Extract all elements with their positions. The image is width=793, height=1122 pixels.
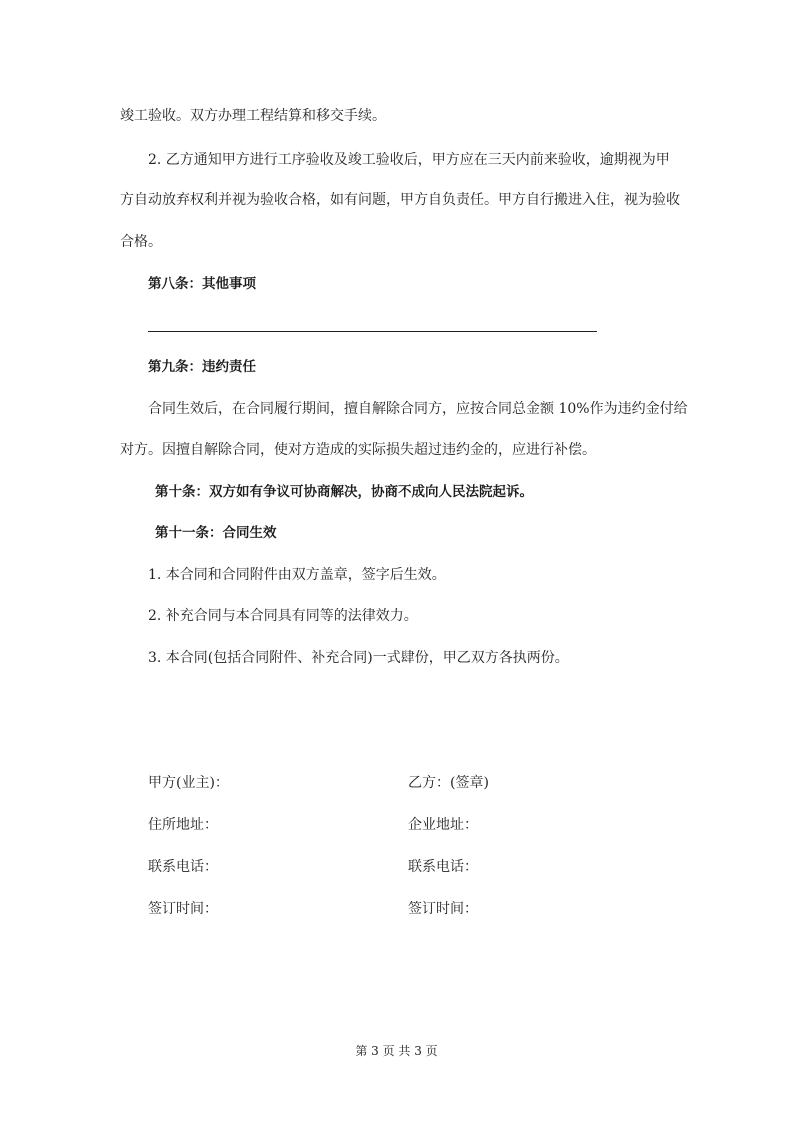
article10-heading: 第十条：双方如有争议可协商解决，协商不成向人民法院起诉。 (155, 484, 533, 500)
party-b-sign-date: 签订时间： (408, 901, 478, 917)
article9-line2: 对方。因擅自解除合同，使对方造成的实际损失超过违约金的，应进行补偿。 (120, 442, 596, 458)
party-b-address: 企业地址： (408, 817, 478, 833)
page-number-footer: 第 3 页 共 3 页 (355, 1044, 438, 1058)
party-a-address: 住所地址： (148, 817, 218, 833)
party-b-phone: 联系电话： (408, 859, 478, 875)
paragraph-item2-line1: 2. 乙方通知甲方进行工序验收及竣工验收后，甲方应在三天内前来验收，逾期视为甲 (148, 152, 670, 168)
article9-heading: 第九条：违约责任 (148, 359, 256, 375)
article11-item2: 2. 补充合同与本合同具有同等的法律效力。 (148, 608, 418, 624)
party-a-sign-date: 签订时间： (148, 901, 218, 917)
article11-item3: 3. 本合同(包括合同附件、补充合同)一式肆份，甲乙双方各执两份。 (148, 650, 569, 666)
party-a-title: 甲方(业主)： (148, 775, 229, 791)
article8-heading: 第八条：其他事项 (148, 276, 256, 292)
paragraph-item2-line2: 方自动放弃权利并视为验收合格，如有问题，甲方自负责任。甲方自行搬进入住，视为验收 (120, 192, 680, 208)
article9-line1: 合同生效后，在合同履行期间，擅自解除合同方，应按合同总金额 10%作为违约金付给 (148, 401, 688, 417)
article11-heading: 第十一条：合同生效 (155, 525, 277, 541)
paragraph-acceptance-end: 竣工验收。双方办理工程结算和移交手续。 (120, 108, 386, 124)
paragraph-item2-line3: 合格。 (120, 234, 162, 250)
blank-fill-line (148, 331, 597, 332)
party-b-title: 乙方：(签章) (408, 775, 489, 791)
article11-item1: 1. 本合同和合同附件由双方盖章，签字后生效。 (148, 567, 446, 583)
party-a-phone: 联系电话： (148, 859, 218, 875)
